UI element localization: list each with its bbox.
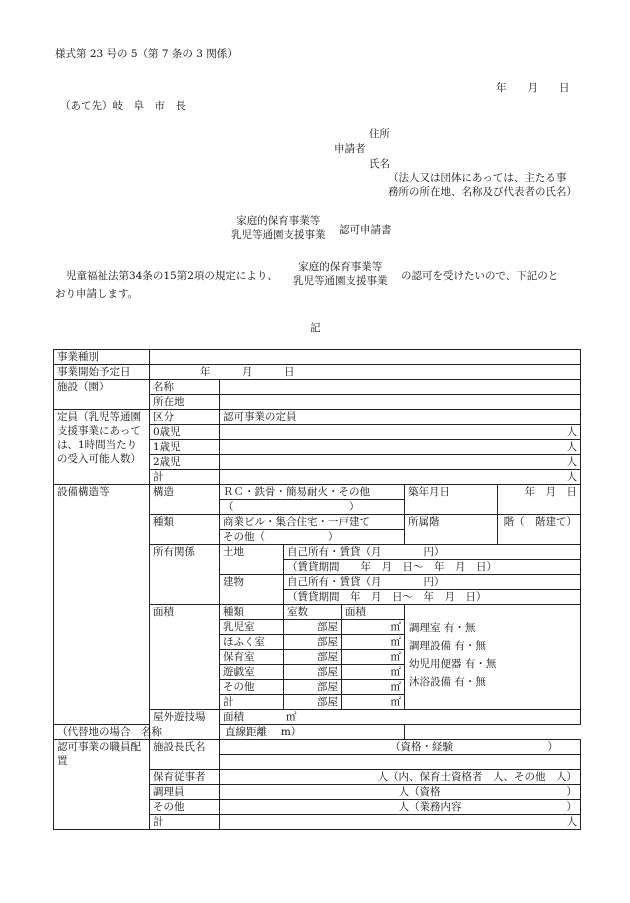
body-stack bbox=[293, 260, 388, 288]
title-line-2: 乳児等通園支援事業 bbox=[231, 229, 326, 241]
name-label: 氏名 bbox=[369, 158, 390, 170]
staff-total-value[interactable]: 人 bbox=[220, 815, 581, 830]
title-suffix: 認可申請書 bbox=[339, 224, 392, 236]
facility-name-label: 名称 bbox=[150, 380, 220, 395]
applicant-note-1: （法人又は団体にあっては、主たる事 bbox=[388, 172, 567, 184]
room-area-unit[interactable]: ㎡ bbox=[342, 680, 405, 695]
built-label: 築年月日 bbox=[405, 485, 498, 515]
director-value-extra[interactable] bbox=[220, 755, 581, 770]
capacity-total-label: 計 bbox=[150, 470, 220, 485]
room-play: 遊戯室 bbox=[220, 665, 284, 680]
body-text-3: おり申請します。 bbox=[55, 288, 139, 300]
facility-checklist bbox=[405, 605, 581, 710]
age0-label: 0歳児 bbox=[150, 425, 220, 440]
room-count-unit[interactable]: 部屋 bbox=[284, 620, 342, 635]
room-nursery: 保育室 bbox=[220, 650, 284, 665]
outdoor-play-area[interactable]: 面積 ㎡ bbox=[220, 710, 581, 725]
start-date-value[interactable]: 年 月 日 bbox=[150, 365, 581, 380]
room-area-unit[interactable]: ㎡ bbox=[342, 650, 405, 665]
age1-label: 1歳児 bbox=[150, 440, 220, 455]
cooking-equipment-item[interactable]: 調理設備 有・無 bbox=[409, 640, 486, 652]
floor-label: 所属階 bbox=[405, 515, 498, 545]
structure-value-2[interactable]: （ ） bbox=[220, 500, 405, 515]
room-count-unit[interactable]: 部屋 bbox=[284, 680, 342, 695]
nursery-staff-value[interactable]: 人（内、保育士資格者 人、その他 人） bbox=[220, 770, 581, 785]
applicant-label: 申請者 bbox=[334, 143, 366, 155]
address-label: 住所 bbox=[369, 128, 390, 140]
facility-label: 施設（園） bbox=[54, 380, 150, 410]
other-staff-label: その他 bbox=[150, 800, 220, 815]
body-stack-2: 乳児等通園支援事業 bbox=[293, 275, 388, 287]
age1-value[interactable]: 人 bbox=[220, 440, 581, 455]
cook-label: 調理員 bbox=[150, 785, 220, 800]
room-count-header: 室数 bbox=[284, 605, 342, 620]
body-text-1: 児童福祉法第34条の15第2項の規定により、 bbox=[66, 270, 278, 282]
body-text-2: の認可を受けたいので、下記のと bbox=[401, 270, 559, 282]
business-type-label: 事業種別 bbox=[54, 350, 150, 365]
approved-capacity-label: 認可事業の定員 bbox=[220, 410, 581, 425]
facility-location-label: 所在地 bbox=[150, 395, 220, 410]
applicant-note-2: 務所の所在地、名称及び代表者の氏名） bbox=[388, 186, 577, 198]
application-table bbox=[53, 349, 581, 830]
capacity-label: 定員（乳児等通園支援事業にあっては、1時間当たりの受入可能人数） bbox=[54, 410, 150, 485]
room-other: その他 bbox=[220, 680, 284, 695]
title-stack bbox=[231, 214, 326, 242]
building-lease-value[interactable]: （賃貸期間 年 月 日～ 年 月 日） bbox=[284, 590, 581, 605]
kind-label: 種類 bbox=[150, 515, 220, 545]
ownership-label: 所有関係 bbox=[150, 545, 220, 605]
bath-equipment-item[interactable]: 沐浴設備 有・無 bbox=[409, 676, 486, 688]
date-line: 年 月 日 bbox=[496, 82, 570, 94]
age0-value[interactable]: 人 bbox=[220, 425, 581, 440]
director-value[interactable]: （資格・経験 ） bbox=[220, 740, 581, 755]
other-staff-value[interactable]: 人（業務内容 ） bbox=[220, 800, 581, 815]
facility-location-value[interactable] bbox=[220, 395, 581, 410]
built-value[interactable]: 年 月 日 bbox=[498, 485, 581, 515]
outdoor-play-alt[interactable]: （代替地の場合 名称 直線距離 m） bbox=[54, 725, 405, 740]
start-date-label: 事業開始予定日 bbox=[54, 365, 150, 380]
form-number: 様式第 23 号の 5（第 7 条の 3 関係） bbox=[55, 48, 238, 60]
staff-total-label: 計 bbox=[150, 815, 220, 830]
room-total: 計 bbox=[220, 695, 284, 710]
toddler-toilet-item[interactable]: 幼児用便器 有・無 bbox=[409, 658, 497, 670]
room-area-header: 面積 bbox=[342, 605, 405, 620]
kind-value-2[interactable]: その他（ ） bbox=[220, 530, 405, 545]
director-label: 施設長氏名 bbox=[150, 740, 220, 770]
addressee: （あて先）岐 阜 市 長 bbox=[60, 100, 186, 112]
structure-label: 構造 bbox=[150, 485, 220, 515]
room-area-unit[interactable]: ㎡ bbox=[342, 635, 405, 650]
capacity-total-value[interactable]: 人 bbox=[220, 470, 581, 485]
room-count-unit[interactable]: 部屋 bbox=[284, 650, 342, 665]
age2-label: 2歳児 bbox=[150, 455, 220, 470]
land-lease-value[interactable]: （賃貸期間 年 月 日～ 年 月 日） bbox=[284, 560, 581, 575]
nursery-staff-label: 保育従事者 bbox=[150, 770, 220, 785]
structure-value-1[interactable]: ＲＣ・鉄骨・簡易耐火・その他 bbox=[220, 485, 405, 500]
equipment-label: 設備構造等 bbox=[54, 485, 150, 725]
facility-name-value[interactable] bbox=[220, 380, 581, 395]
cooking-room-item[interactable]: 調理室 有・無 bbox=[409, 622, 476, 634]
building-label: 建物 bbox=[220, 575, 284, 605]
building-own-value[interactable]: 自己所有・賃貸（月 円） bbox=[284, 575, 581, 590]
room-area-unit[interactable]: ㎡ bbox=[342, 620, 405, 635]
age2-value[interactable]: 人 bbox=[220, 455, 581, 470]
land-label: 土地 bbox=[220, 545, 284, 575]
room-count-unit[interactable]: 部屋 bbox=[284, 695, 342, 710]
room-kind-header: 種類 bbox=[220, 605, 284, 620]
room-crawl: ほふく室 bbox=[220, 635, 284, 650]
title-line-1: 家庭的保育事業等 bbox=[236, 215, 321, 227]
capacity-category-label: 区分 bbox=[150, 410, 220, 425]
body-stack-1: 家庭的保育事業等 bbox=[298, 261, 383, 273]
floor-value[interactable]: 階（ 階建て） bbox=[498, 515, 581, 545]
area-label: 面積 bbox=[150, 605, 220, 710]
ki-heading: 記 bbox=[310, 322, 321, 334]
outdoor-play-label: 屋外遊技場 bbox=[150, 710, 220, 740]
room-count-unit[interactable]: 部屋 bbox=[284, 635, 342, 650]
business-type-value[interactable] bbox=[150, 350, 581, 365]
kind-value-1[interactable]: 商業ビル・集合住宅・一戸建て bbox=[220, 515, 405, 530]
room-infant: 乳児室 bbox=[220, 620, 284, 635]
room-area-unit[interactable]: ㎡ bbox=[342, 665, 405, 680]
land-own-value[interactable]: 自己所有・賃貸（月 円） bbox=[284, 545, 581, 560]
staff-label: 認可事業の職員配置 bbox=[54, 740, 150, 830]
cook-value[interactable]: 人（資格 ） bbox=[220, 785, 581, 800]
room-count-unit[interactable]: 部屋 bbox=[284, 665, 342, 680]
room-area-unit[interactable]: ㎡ bbox=[342, 695, 405, 710]
